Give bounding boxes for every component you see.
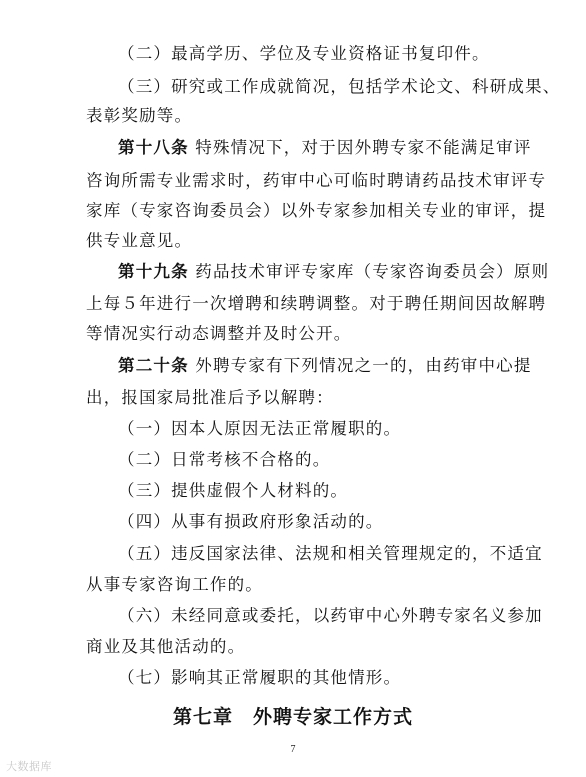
page-number: 7	[290, 744, 296, 755]
text-line: 上每５年进行一次增聘和续聘调整。对于聘任期间因故解聘	[86, 294, 547, 313]
article-19-line	[118, 262, 550, 282]
watermark: 大数据库	[6, 760, 52, 773]
text-span: 外聘专家有下列情况之一的，由药审中心提	[195, 356, 532, 375]
text-line: 从事专家咨询工作的。	[86, 575, 263, 594]
list-item: （一）因本人原因无法正常履职的。	[118, 419, 402, 438]
list-item: （五）违反国家法律、法规和相关管理规定的，不适宜	[118, 544, 543, 563]
text-line: （三）研究或工作成就简况，包括学术论文、科研成果、	[118, 77, 561, 96]
text-line: 等情况实行动态调整并及时公开。	[86, 324, 352, 343]
text-line: 供专业意见。	[86, 231, 193, 250]
article-heading: 第十八条	[118, 138, 189, 157]
article-heading: 第二十条	[118, 356, 189, 375]
list-item: （四）从事有损政府形象活动的。	[118, 512, 384, 531]
article-20-line	[118, 356, 538, 376]
list-item: （七）影响其正常履职的其他情形。	[118, 668, 402, 687]
text-span: 药品技术审评专家库（专家咨询委员会）原则	[195, 262, 550, 281]
text-span: 特殊情况下，对于因外聘专家不能满足审评	[195, 138, 532, 157]
text-line: 家库（专家咨询委员会）以外专家参加相关专业的审评，提	[86, 201, 547, 220]
text-line: 咨询所需专业需求时，药审中心可临时聘请药品技术审评专	[86, 171, 547, 190]
text-line: 表彰奖励等。	[86, 106, 193, 125]
article-heading: 第十九条	[118, 262, 189, 281]
list-item: （六）未经同意或委托，以药审中心外聘专家名义参加	[118, 606, 543, 625]
text-line: 出，报国家局批准后予以解聘：	[86, 388, 334, 407]
text-line: （二）最高学历、学位及专业资格证书复印件。	[118, 44, 490, 63]
list-item: （二）日常考核不合格的。	[118, 450, 331, 469]
text-line: 商业及其他活动的。	[86, 637, 246, 656]
article-18-line	[118, 138, 538, 158]
list-item: （三）提供虚假个人材料的。	[118, 481, 349, 500]
chapter-title: 第七章 外聘专家工作方式	[172, 706, 413, 728]
